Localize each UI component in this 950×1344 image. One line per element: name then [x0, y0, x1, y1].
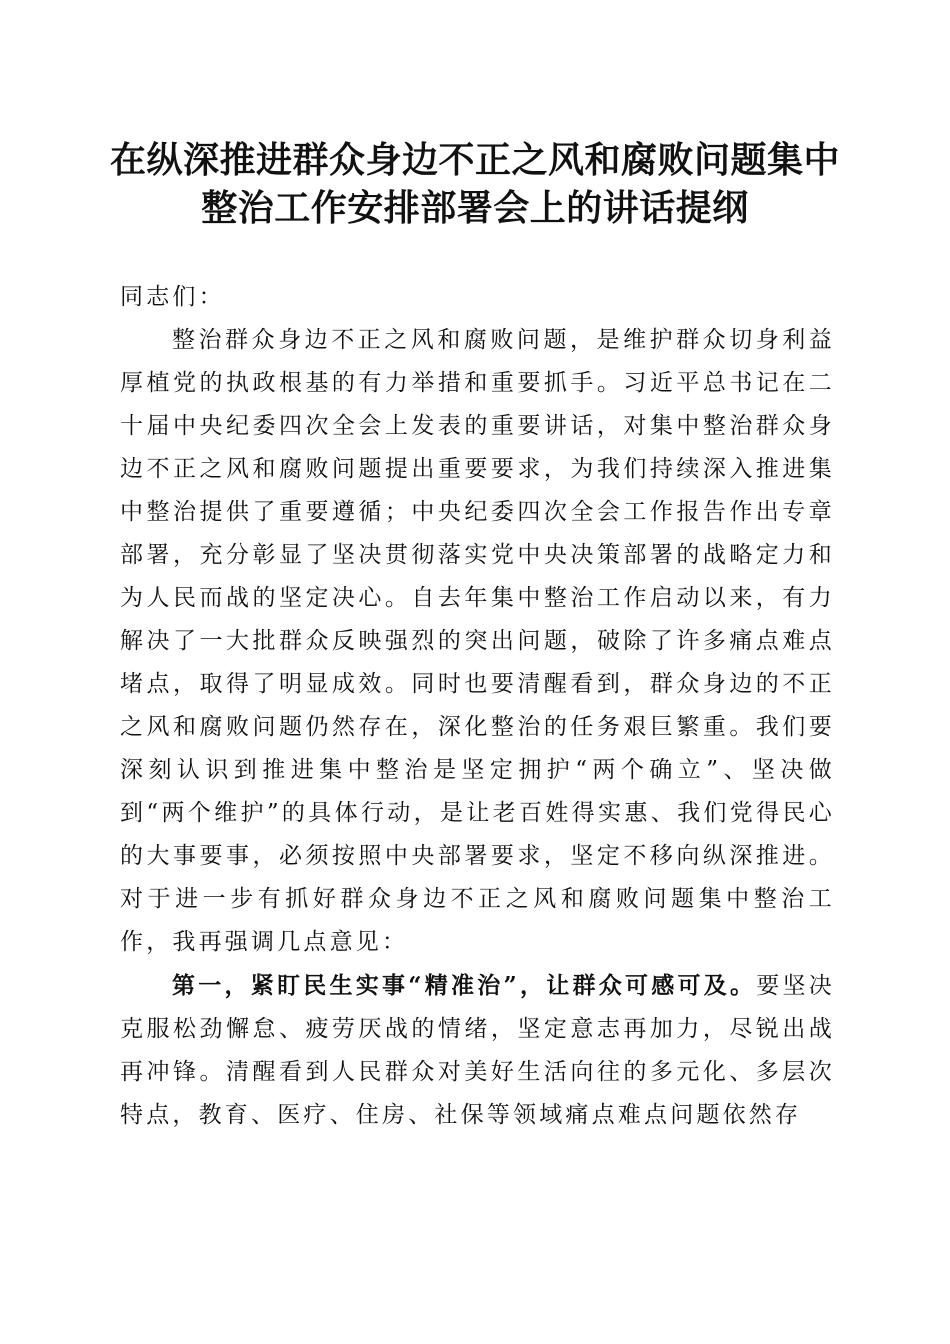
document-title: [100, 136, 850, 232]
paragraph-1: 整治群众身边不正之风和腐败问题，是维护群众切身利益厚植党的执政根基的有力举措和重要抓手。习近平总书记在二十届中央纪委四次全会上发表的重要讲话，对集中整治群众身边不正之风和腐败问题提出重要要求，为我们持续深入推进集中整治提供了重要遵循；中央纪委四次全会工作报告作出专章部署，充分彰显了坚决贯彻落实党中央决策部署的战略定力和为人民而战的坚定决心。自去年集中整治工作启动以来，有力解决了一大批群众反映强烈的突出问题，破除了许多痛点难点堵点，取得了明显成效。同时也要清醒看到，群众身边的不正之风和腐败问题仍然存在，深化整治的任务艰巨繁重。我们要深刻认识到推进集中整治是坚定拥护“两个确立”、坚决做到“两个维护”的具体行动，是让老百姓得实惠、我们党得民心的大事要事，必须按照中央部署要求，坚定不移向纵深推进。对于进一步有抓好群众身边不正之风和腐败问题集中整治工作，我再强调几点意见：: [120, 327, 835, 955]
paragraph-2-lead: 第一，紧盯民生实事“精准治”，让群众可感可及。: [172, 972, 757, 999]
document-body: [120, 276, 835, 1137]
title-line-1: 在纵深推进群众身边不正之风和腐败问题集中: [109, 139, 840, 181]
title-line-2: 整治工作安排部署会上的讲话提纲: [201, 187, 749, 229]
salutation: 同志们：: [120, 284, 225, 310]
paragraph-2: [120, 964, 835, 1137]
paragraph-2-text: 要坚决克服松劲懈怠、疲劳厌战的情绪，坚定意志再加力，尽锐出战再冲锋。清醒看到人民群众对美好生活向往的多元化、多层次特点，教育、医疗、住房、社保等领域痛点难点问题依然存: [120, 973, 835, 1128]
